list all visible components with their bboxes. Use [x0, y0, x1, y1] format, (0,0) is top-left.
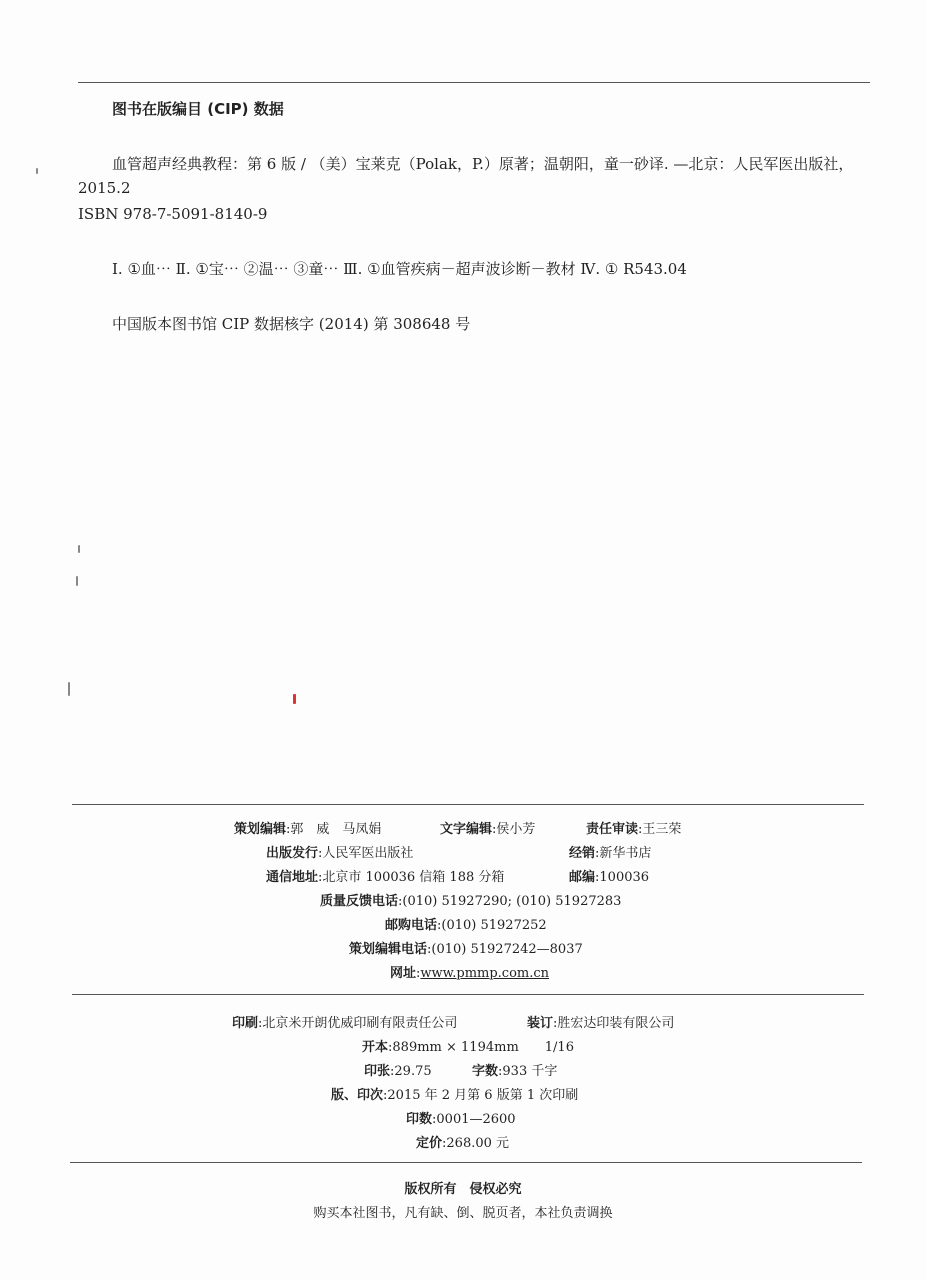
word-count: 字数:933 千字 — [472, 1064, 558, 1079]
text-editor-label: 文字编辑 — [440, 822, 493, 837]
feedback-phone-value: (010) 51927290; (010) 51927283 — [402, 894, 622, 909]
sheets-value: 29.75 — [394, 1064, 432, 1079]
printer: 印刷:北京米开朗优威印刷有限责任公司 — [232, 1016, 458, 1031]
address-label: 通信地址 — [266, 870, 319, 885]
reviewer-value: 王三荣 — [642, 822, 682, 837]
feedback-phone: 质量反馈电话:(010) 51927290; (010) 51927283 — [320, 894, 622, 909]
cip-bibliographic-entry: 血管超声经典教程：第 6 版 / （美）宝莱克（Polak，P.）原著；温朝阳，童一砂译. —北京：人民军医出版社，2015.2 — [78, 155, 854, 197]
publisher-value: 人民军医出版社 — [322, 846, 414, 861]
binding-label: 装订 — [527, 1016, 554, 1031]
planning-editor-label: 策划编辑 — [234, 822, 287, 837]
website: 网址:www.pmmp.com.cn — [390, 966, 550, 981]
mail-order-phone-value: (010) 51927252 — [441, 918, 547, 933]
top-rule — [78, 82, 870, 83]
price-label: 定价 — [416, 1136, 443, 1151]
scan-speck — [293, 694, 296, 704]
edition: 版、印次:2015 年 2 月第 6 版第 1 次印刷 — [331, 1088, 579, 1103]
editor-phone-value: (010) 51927242—8037 — [431, 942, 583, 957]
binding-value: 胜宏达印装有限公司 — [557, 1016, 675, 1031]
scan-speck — [78, 545, 80, 553]
price: 定价:268.00 元 — [416, 1136, 510, 1151]
cip-isbn: ISBN 978-7-5091-8140-9 — [78, 205, 268, 223]
website-label: 网址 — [390, 966, 417, 981]
editorial-top-rule — [72, 804, 864, 805]
sheets: 印张:29.75 — [364, 1064, 432, 1079]
scan-speck — [36, 168, 38, 174]
distributor-value: 新华书店 — [599, 846, 652, 861]
address: 通信地址:北京市 100036 信箱 188 分箱 — [266, 870, 505, 885]
website-link[interactable]: www.pmmp.com.cn — [420, 966, 550, 981]
scan-speck — [68, 682, 70, 696]
print-run-value: 0001—2600 — [436, 1112, 516, 1127]
printer-value: 北京米开朗优威印刷有限责任公司 — [262, 1016, 458, 1031]
cip-verification: 中国版本图书馆 CIP 数据核字 (2014) 第 308648 号 — [112, 315, 471, 333]
postcode-value: 100036 — [599, 870, 650, 885]
sheets-label: 印张 — [364, 1064, 391, 1079]
publisher-label: 出版发行 — [266, 846, 319, 861]
mail-order-phone: 邮购电话:(010) 51927252 — [385, 918, 547, 933]
edition-value: 2015 年 2 月第 6 版第 1 次印刷 — [387, 1088, 579, 1103]
cip-classification: Ⅰ. ①血⋯ Ⅱ. ①宝⋯ ②温⋯ ③童⋯ Ⅲ. ①血管疾病－超声波诊断－教材 Ⅳ. ① R543.04 — [112, 260, 687, 278]
postcode-label: 邮编 — [569, 870, 596, 885]
copyright-title: 版权所有 侵权必究 — [404, 1182, 522, 1197]
mail-order-phone-label: 邮购电话 — [385, 918, 438, 933]
format: 开本:889mm × 1194mm 1/16 — [362, 1040, 574, 1055]
printer-label: 印刷 — [232, 1016, 259, 1031]
reviewer-label: 责任审读 — [586, 822, 639, 837]
planning-editor: 策划编辑:郭 威 马凤娟 — [234, 822, 382, 837]
postcode: 邮编:100036 — [569, 870, 650, 885]
feedback-phone-label: 质量反馈电话 — [320, 894, 399, 909]
reviewer: 责任审读:王三荣 — [586, 822, 682, 837]
print-run: 印数:0001—2600 — [406, 1112, 516, 1127]
print-run-label: 印数 — [406, 1112, 433, 1127]
edition-label: 版、印次 — [331, 1088, 384, 1103]
text-editor-value: 侯小芳 — [496, 822, 536, 837]
editorial-bottom-rule — [72, 994, 864, 995]
copyright-notice: 购买本社图书，凡有缺、倒、脱页者，本社负责调换 — [313, 1206, 613, 1221]
planning-editor-value: 郭 威 马凤娟 — [290, 822, 382, 837]
binding: 装订:胜宏达印装有限公司 — [527, 1016, 675, 1031]
word-count-label: 字数 — [472, 1064, 499, 1079]
distributor: 经销:新华书店 — [569, 846, 652, 861]
scan-speck — [76, 576, 78, 586]
editor-phone: 策划编辑电话:(010) 51927242—8037 — [349, 942, 583, 957]
distributor-label: 经销 — [569, 846, 596, 861]
address-value: 北京市 100036 信箱 188 分箱 — [322, 870, 505, 885]
format-value: 889mm × 1194mm 1/16 — [392, 1040, 574, 1055]
format-label: 开本 — [362, 1040, 389, 1055]
word-count-value: 933 千字 — [502, 1064, 558, 1079]
text-editor: 文字编辑:侯小芳 — [440, 822, 536, 837]
editor-phone-label: 策划编辑电话 — [349, 942, 428, 957]
price-value: 268.00 元 — [446, 1136, 510, 1151]
printing-bottom-rule — [70, 1162, 862, 1163]
cip-heading: 图书在版编目 (CIP) 数据 — [112, 100, 284, 118]
publisher: 出版发行:人民军医出版社 — [266, 846, 414, 861]
